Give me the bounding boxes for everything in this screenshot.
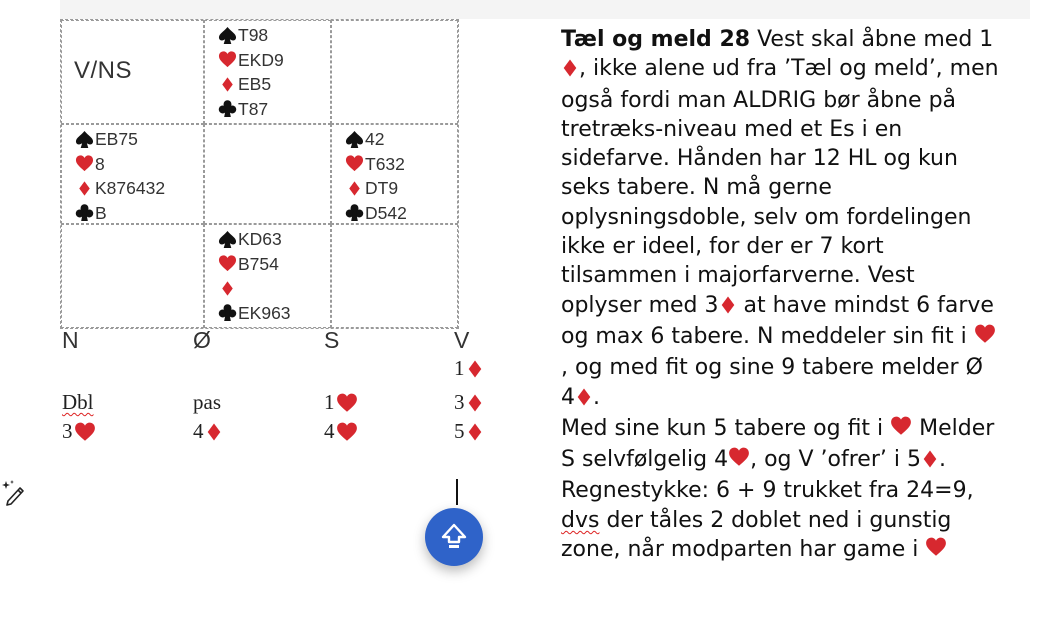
north-suit-line: [216, 97, 284, 122]
inline-suit: [575, 385, 593, 414]
heart-icon: [336, 392, 358, 414]
auction-bid: [193, 419, 223, 444]
spade-icon: [345, 130, 364, 149]
bid-text: 4: [193, 419, 204, 443]
diagram-cell-west: [61, 124, 204, 224]
south-cards: KD63: [238, 229, 282, 249]
auction-header: N: [62, 327, 79, 353]
bid-text: 1: [454, 356, 465, 380]
south-suit-line: [216, 252, 291, 277]
diamond-icon: [347, 181, 362, 196]
east-cards: DT9: [365, 178, 399, 198]
inline-suit: [925, 536, 947, 566]
suit-symbol: [343, 154, 365, 173]
bid-suit: [466, 423, 484, 441]
auction-bid: [62, 390, 94, 415]
heart-icon: [974, 323, 996, 345]
bid-suit: [74, 421, 96, 443]
heart-icon: [345, 154, 364, 173]
suit-symbol: [216, 77, 238, 92]
club-icon: [218, 99, 237, 118]
west-cards: B: [95, 202, 107, 223]
article-heading: Tæl og meld 28: [561, 27, 751, 52]
bid-text: 5: [454, 419, 465, 443]
article-segment: der tåles 2 doblet ned i gunstig zone, når modparten har game i: [561, 507, 952, 563]
bid-text: 4: [324, 419, 335, 443]
diamond-icon: [719, 296, 737, 314]
article-segment: Med sine kun 5 tabere og fit i: [561, 415, 891, 441]
scroll-up-button[interactable]: [425, 508, 483, 566]
west-cards: 8: [95, 153, 105, 174]
south-suit-line: [216, 301, 291, 326]
bid-suit: [466, 394, 484, 412]
article-segment: Vest skal åbne med 1: [750, 27, 994, 52]
bid-text: 3: [454, 390, 465, 414]
east-suit-line: [343, 201, 407, 226]
auction-table: [62, 327, 502, 457]
diamond-icon: [466, 394, 484, 412]
north-cards: T98: [238, 25, 269, 45]
suit-symbol: [216, 99, 238, 118]
auction-bid: [454, 419, 484, 444]
south-suit-line: [216, 227, 291, 252]
diamond-icon: [561, 59, 579, 77]
south-cards: B754: [238, 253, 279, 274]
suit-symbol: [343, 203, 365, 222]
article-segment: .: [593, 384, 600, 410]
east-suit-line: [343, 152, 407, 177]
north-cards: T87: [238, 98, 269, 119]
heart-icon: [925, 536, 947, 558]
diamond-icon: [220, 281, 235, 296]
auction-bid: [324, 419, 358, 444]
suit-symbol: [216, 50, 238, 69]
auction-bid: [454, 390, 484, 415]
west-cards: EB75: [95, 129, 138, 149]
auction-header: S: [324, 327, 340, 353]
bid-suit: [205, 423, 223, 441]
south-cards: EK963: [238, 302, 291, 323]
auction-bid: [454, 356, 484, 381]
diagram-cell-bottom-right: [331, 224, 458, 328]
diamond-icon: [575, 388, 593, 406]
bid-suit: [336, 392, 358, 414]
east-cards: D542: [365, 202, 407, 223]
spade-icon: [218, 230, 237, 249]
bid-suit: [336, 421, 358, 443]
heart-icon: [890, 415, 912, 437]
east-cards: 42: [365, 129, 385, 149]
east-suit-line: [343, 176, 407, 201]
auction-bid: [324, 390, 358, 415]
diamond-icon: [921, 450, 939, 468]
diamond-icon: [77, 181, 92, 196]
inline-suit: [974, 323, 996, 353]
diagram-cell-east: [331, 124, 458, 224]
vulnerability-label: V/NS: [74, 57, 133, 84]
article-segment: , ikke alene ud fra ’Tæl og meld’, men også fordi man ALDRIG bør åbne på tretræks-niveau med et Es i en sidefarve. Hånden har 12 HL og kun seks tabere. N må gerne oplysningsdoble, selv om fordelingen ikke er ideel, for der er 7 kort tilsammen i majorfarverne. Vest oplyser med 3: [561, 56, 999, 318]
suit-symbol: [343, 181, 365, 196]
arrow-up-icon: [440, 522, 468, 552]
spade-icon: [218, 26, 237, 45]
bid-text: 1: [324, 390, 335, 414]
bid-text: Dbl: [62, 390, 94, 414]
heart-icon: [336, 421, 358, 443]
south-suit-line: [216, 276, 291, 301]
club-icon: [75, 203, 94, 222]
west-suit-line: [73, 201, 165, 226]
bid-text: pas: [193, 390, 221, 414]
club-icon: [345, 203, 364, 222]
inline-suit: [561, 56, 579, 85]
diagram-cell-top-right: [331, 20, 458, 124]
suit-symbol: [216, 26, 238, 45]
north-suit-line: [216, 48, 284, 73]
article-text: [561, 25, 1001, 566]
bid-text: 3: [62, 419, 73, 443]
heart-icon: [218, 50, 237, 69]
suit-symbol: [216, 303, 238, 322]
diagram-cell-bottom-left: [61, 224, 204, 328]
suit-symbol: [343, 130, 365, 149]
suit-symbol: [216, 254, 238, 273]
text-cursor: [456, 479, 458, 505]
diamond-icon: [466, 423, 484, 441]
diagram-cell-north: [204, 20, 331, 124]
suit-symbol: [73, 130, 95, 149]
diamond-icon: [205, 423, 223, 441]
bridge-diagram: [60, 19, 459, 329]
suit-symbol: [73, 154, 95, 173]
diamond-icon: [220, 77, 235, 92]
inline-suit: [728, 446, 750, 476]
east-hand: [343, 127, 407, 225]
top-toolbar-strip: [60, 0, 1030, 19]
west-suit-line: [73, 152, 165, 177]
auction-bid: [62, 419, 96, 444]
inline-suit: [890, 415, 912, 445]
south-hand: [216, 227, 291, 325]
article-segment: Melder S selvfølgelig 4: [561, 415, 995, 473]
west-suit-line: [73, 176, 165, 201]
west-hand: [73, 127, 165, 225]
inline-suit: [719, 293, 737, 322]
suit-symbol: [216, 281, 238, 296]
west-suit-line: [73, 127, 165, 152]
diagram-cell-south: [204, 224, 331, 328]
north-hand: [216, 23, 284, 121]
suit-symbol: [73, 203, 95, 222]
north-cards: EB5: [238, 74, 272, 94]
west-cards: K876432: [95, 178, 166, 198]
suit-symbol: [216, 230, 238, 249]
bid-suit: [466, 360, 484, 378]
east-cards: T632: [365, 153, 405, 174]
article-segment: at have mindst 6 farve og max 6 tabere. N meddeler sin fit i: [561, 292, 994, 349]
north-suit-line: [216, 72, 284, 97]
auction-header: V: [454, 327, 470, 353]
heart-icon: [218, 254, 237, 273]
article-segment: dvs: [561, 507, 600, 533]
heart-icon: [728, 446, 750, 468]
article-segment: . Regnestykke: 6 + 9 trukket fra 24=9,: [561, 447, 974, 504]
spade-icon: [75, 130, 94, 149]
inline-suit: [921, 447, 939, 476]
article-segment: , og med fit og sine 9 tabere melder Ø 4: [561, 355, 983, 410]
suit-symbol: [73, 181, 95, 196]
article-segment: , og V ’ofrer’ i 5: [750, 447, 921, 473]
pen-sparkle-icon[interactable]: [0, 478, 28, 506]
auction-bid: [193, 390, 221, 415]
diagram-cell-top-left: [61, 20, 204, 124]
heart-icon: [74, 421, 96, 443]
diagram-cell-center: [204, 124, 331, 224]
club-icon: [218, 303, 237, 322]
auction-header: Ø: [193, 327, 211, 353]
east-suit-line: [343, 127, 407, 152]
north-suit-line: [216, 23, 284, 48]
north-cards: EKD9: [238, 49, 284, 70]
heart-icon: [75, 154, 94, 173]
diamond-icon: [466, 360, 484, 378]
